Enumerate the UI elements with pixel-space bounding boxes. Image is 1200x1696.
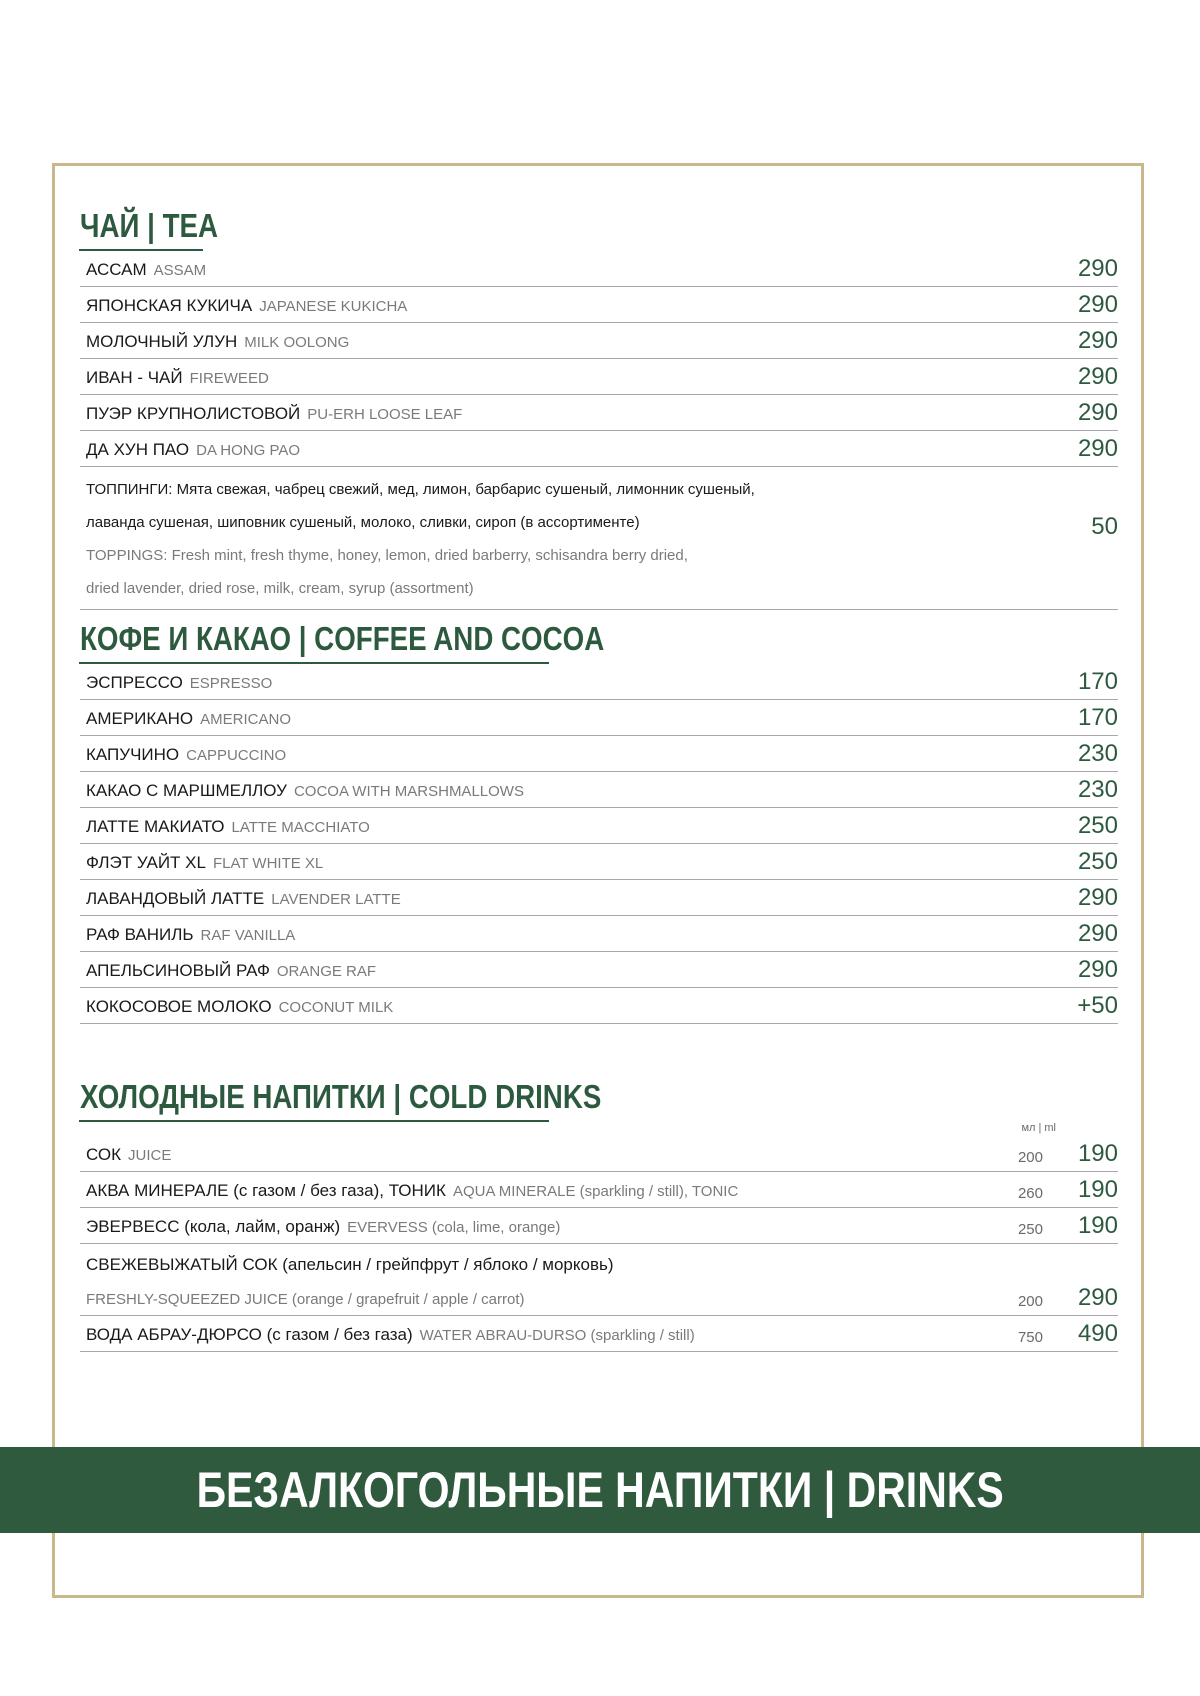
- item-price: 290: [1077, 435, 1118, 462]
- item-price: 230: [1077, 776, 1118, 803]
- item-name-en: DA HONG PAO: [196, 442, 301, 459]
- coffee-section: [80, 618, 1118, 1024]
- item-price: 290: [1077, 884, 1118, 911]
- menu-item-row: [80, 323, 1118, 359]
- item-price: 290: [1077, 363, 1118, 390]
- toppings-en-line: TOPPINGS: Fresh mint, fresh thyme, honey, lemon, dried barberry, schisandra berry dried,: [86, 547, 688, 564]
- item-name-ru: ЛАВАНДОВЫЙ ЛАТТЕ: [86, 889, 265, 908]
- item-price: 490: [1077, 1320, 1118, 1347]
- section-title-coffee: КОФЕ И КАКАО | COFFEE AND COCOA: [80, 620, 605, 657]
- item-price: 250: [1077, 812, 1118, 839]
- item-price: 290: [1077, 327, 1118, 354]
- item-name-en: EVERVESS (cola, lime, orange): [347, 1219, 561, 1236]
- item-name-ru: ИВАН - ЧАЙ: [86, 368, 183, 387]
- item-name-en: CAPPUCCINO: [186, 747, 287, 764]
- item-name-en: LATTE MACCHIATO: [231, 819, 370, 836]
- menu-item-row: [80, 251, 1118, 287]
- item-name-ru: АКВА МИНЕРАЛЕ (с газом / без газа), ТОНИК: [86, 1181, 446, 1200]
- item-name-ru: ДА ХУН ПАО: [86, 440, 190, 459]
- menu-item-row: [80, 916, 1118, 952]
- toppings-price: 50: [1091, 513, 1118, 540]
- drinks-banner: [0, 1447, 1200, 1533]
- cold-section: [80, 1076, 1118, 1352]
- menu-item-row: [80, 395, 1118, 431]
- item-price: 190: [1077, 1212, 1118, 1239]
- item-name-ru: ПУЭР КРУПНОЛИСТОВОЙ: [86, 404, 301, 423]
- item-name-ru: КОКОСОВОЕ МОЛОКО: [86, 997, 272, 1016]
- item-price: 290: [1077, 1284, 1118, 1311]
- menu-item-row: [80, 1136, 1118, 1172]
- item-price: +50: [1077, 992, 1118, 1019]
- item-name-en: FRESHLY-SQUEEZED JUICE (orange / grapefruit / apple / carrot): [86, 1291, 525, 1308]
- cold-list: [80, 1136, 1118, 1244]
- menu-item-row: [80, 808, 1118, 844]
- item-name-en: RAF VANILLA: [200, 927, 296, 944]
- tea-list: [80, 251, 1118, 467]
- menu-item-row: [80, 952, 1118, 988]
- item-name-ru: АССАМ: [86, 260, 147, 279]
- tea-section: [80, 205, 1118, 610]
- item-name-en: COCOA WITH MARSHMALLOWS: [293, 783, 524, 800]
- item-price: 290: [1077, 956, 1118, 983]
- item-price: 290: [1077, 399, 1118, 426]
- item-name-en: ORANGE RAF: [276, 963, 377, 980]
- item-volume: 260: [1017, 1185, 1043, 1202]
- toppings-row: [80, 467, 1118, 610]
- section-title-tea: ЧАЙ | TEA: [80, 207, 219, 244]
- menu-item-row: [80, 772, 1118, 808]
- menu-item-row: [80, 700, 1118, 736]
- coffee-list: [80, 664, 1118, 1024]
- item-price: 230: [1077, 740, 1118, 767]
- item-name-ru: АМЕРИКАНО: [86, 709, 194, 728]
- item-name-ru: ЭВЕРВЕСС (кола, лайм, оранж): [86, 1217, 341, 1236]
- item-name-ru: ФЛЭТ УАЙТ XL: [86, 853, 206, 872]
- item-name-en: FLAT WHITE XL: [212, 855, 324, 872]
- menu-item-row: [80, 988, 1118, 1024]
- item-name-ru: СОК: [86, 1145, 122, 1164]
- item-name-en: MILK OOLONG: [244, 334, 350, 351]
- toppings-en-line: dried lavender, dried rose, milk, cream, syrup (assortment): [86, 580, 474, 597]
- item-price: 170: [1077, 668, 1118, 695]
- item-name-ru: СВЕЖЕВЫЖАТЫЙ СОК (апельсин / грейпфрут / яблоко / морковь): [86, 1255, 614, 1274]
- item-price: 190: [1077, 1140, 1118, 1167]
- item-name-en: ASSAM: [153, 262, 207, 279]
- item-price: 290: [1077, 291, 1118, 318]
- menu-item-row: [80, 664, 1118, 700]
- item-name-ru: РАФ ВАНИЛЬ: [86, 925, 194, 944]
- item-name-en: AQUA MINERALE (sparkling / still), TONIC: [452, 1183, 739, 1200]
- item-name-en: AMERICANO: [200, 711, 291, 728]
- menu-item-row: [80, 880, 1118, 916]
- menu-item-row: [80, 1316, 1118, 1352]
- item-name-ru: ЭСПРЕССО: [86, 673, 183, 692]
- item-name-en: LAVENDER LATTE: [271, 891, 401, 908]
- item-name-ru: КАПУЧИНО: [86, 745, 180, 764]
- item-price: 170: [1077, 704, 1118, 731]
- menu-item-row: [80, 431, 1118, 467]
- item-volume: 250: [1017, 1221, 1043, 1238]
- item-volume: 200: [1017, 1149, 1043, 1166]
- menu-content: [80, 205, 1118, 1352]
- item-name-ru: ЛАТТЕ МАКИАТО: [86, 817, 225, 836]
- item-name-ru: ВОДА АБРАУ-ДЮРСО (с газом / без газа): [86, 1325, 413, 1344]
- item-name-en: ESPRESSO: [189, 675, 273, 692]
- item-name-ru: ЯПОНСКАЯ КУКИЧА: [86, 296, 253, 315]
- section-title-cold: ХОЛОДНЫЕ НАПИТКИ | COLD DRINKS: [80, 1078, 602, 1115]
- item-volume: 200: [1017, 1293, 1043, 1310]
- item-name-ru: АПЕЛЬСИНОВЫЙ РАФ: [86, 961, 270, 980]
- item-name-en: FIREWEED: [189, 370, 269, 387]
- toppings-ru-line: ТОППИНГИ: Мята свежая, чабрец свежий, мед, лимон, барбарис сушеный, лимонник сушеный,: [86, 481, 755, 498]
- volume-unit-label: мл | ml: [1021, 1122, 1056, 1134]
- menu-item-row: [80, 844, 1118, 880]
- item-volume: 750: [1017, 1329, 1043, 1346]
- banner-title: БЕЗАЛКОГОЛЬНЫЕ НАПИТКИ | DRINKS: [196, 1462, 1004, 1518]
- item-name-ru: КАКАО С МАРШМЕЛЛОУ: [86, 781, 287, 800]
- item-price: 290: [1077, 255, 1118, 282]
- item-name-en: COCONUT MILK: [278, 999, 394, 1016]
- item-price: 290: [1077, 920, 1118, 947]
- menu-item-row: [80, 1208, 1118, 1244]
- menu-item-row: [80, 1172, 1118, 1208]
- item-name-en: PU-ERH LOOSE LEAF: [307, 406, 463, 423]
- item-name-en: WATER ABRAU-DURSO (sparkling / still): [419, 1327, 695, 1344]
- item-price: 190: [1077, 1176, 1118, 1203]
- item-name-en: JUICE: [128, 1147, 172, 1164]
- fresh-juice-row: [80, 1244, 1118, 1316]
- toppings-ru-line: лаванда сушеная, шиповник сушеный, молоко, сливки, сироп (в ассортименте): [86, 514, 640, 531]
- menu-item-row: [80, 287, 1118, 323]
- item-price: 250: [1077, 848, 1118, 875]
- item-name-en: JAPANESE KUKICHA: [259, 298, 408, 315]
- menu-item-row: [80, 736, 1118, 772]
- menu-item-row: [80, 359, 1118, 395]
- item-name-ru: МОЛОЧНЫЙ УЛУН: [86, 332, 238, 351]
